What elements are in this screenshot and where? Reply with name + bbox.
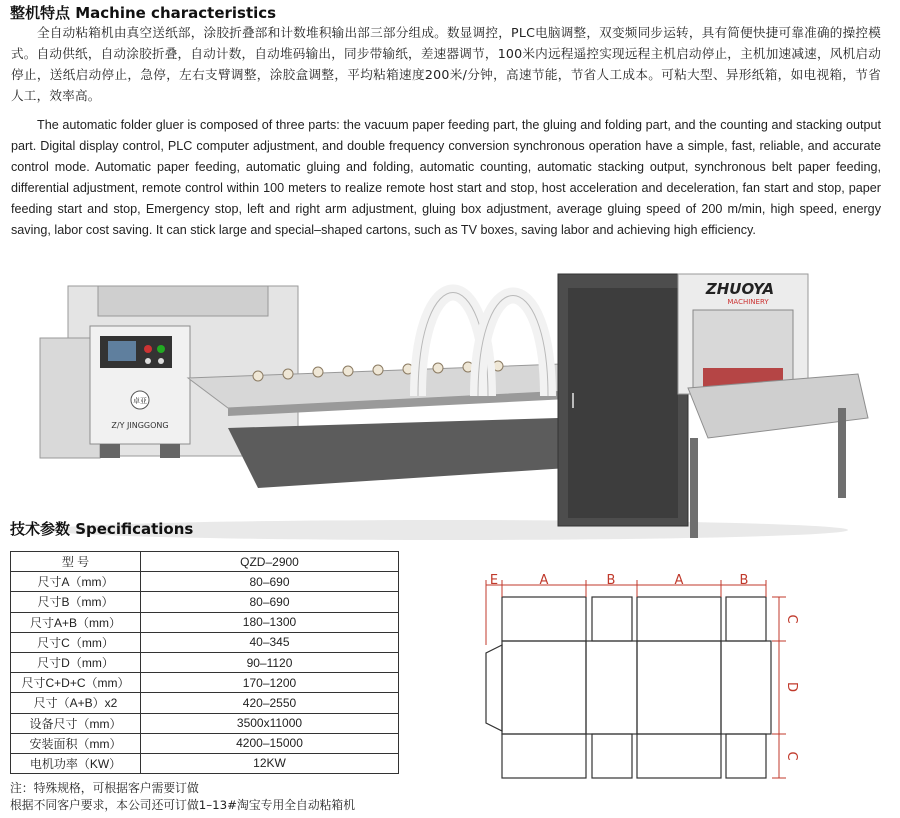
spec-key: 安装面积（mm） bbox=[11, 733, 141, 753]
spec-value: 12KW bbox=[141, 753, 399, 773]
spec-key: 尺寸C+D+C（mm） bbox=[11, 673, 141, 693]
table-row bbox=[11, 753, 399, 773]
section-title-characteristics: 整机特点 Machine characteristics bbox=[10, 4, 277, 22]
spec-key: 尺寸D（mm） bbox=[11, 652, 141, 672]
spec-value: 170–1200 bbox=[141, 673, 399, 693]
spec-key: 尺寸A（mm） bbox=[11, 572, 141, 592]
label-E: E bbox=[489, 573, 499, 588]
table-row bbox=[11, 673, 399, 693]
spec-key: 电机功率（KW） bbox=[11, 753, 141, 773]
spec-value: QZD–2900 bbox=[141, 552, 399, 572]
spec-value: 4200–15000 bbox=[141, 733, 399, 753]
intro-chinese-paragraph: 全自动粘箱机由真空送纸部，涂胶折叠部和计数堆积输出部三部分组成。数显调控，PLC电脑调整，双变频同步运转，具有简便快捷可靠准确的操控模式。自动供纸，自动涂胶折叠，自动计数，自动堆码输出，同步带输纸，差速器调节，100米内远程遥控实现远程主机启动停止，主机加速减速，风机启动停止，送纸启动停止，急停，左右支臂调整，涂胶盒调整，平均粘箱速度200米/分钟，高速节能，节省人工成本。可粘大型、异形纸箱，如电视箱，节省人工，效率高。 bbox=[11, 25, 881, 103]
section-title-specifications: 技术参数 Specifications bbox=[10, 520, 194, 538]
brand-logo: ZHUOYA bbox=[705, 280, 775, 298]
label-B2: B bbox=[739, 573, 749, 588]
table-row bbox=[11, 713, 399, 733]
spec-key: 型 号 bbox=[11, 552, 141, 572]
spec-note-models: 根据不同客户要求，本公司还可订做1–13#淘宝专用全自动粘箱机 bbox=[10, 798, 356, 812]
intro-english-paragraph: The automatic folder gluer is composed of three parts: the vacuum paper feeding part, the gluing and folding part, and the counting and stacking output part. Digital display control, PLC computer adjustment, and double frequency conversion synchronous operation have a simple, fast, reliable, and accurate control mode. Automatic paper feeding, automatic gluing and folding, automatic counting, automatic stacking output, synchronous belt paper feeding, differential adjustment, remote control within 100 meters to realize remote host start and stop, host acceleration and deceleration, fan start and stop, paper feeding start and stop, Emergency stop, left and right arm adjustment, gluing box adjustment, average gluing speed of 200 m/min, high speed, energy saving, labor cost saving. It can stick large and special–shaped cartons, such as TV boxes, saving labor and achieving high efficiency. bbox=[11, 118, 881, 237]
spec-key: 尺寸A+B（mm） bbox=[11, 612, 141, 632]
folder-gluer-machine-image bbox=[28, 268, 884, 548]
spec-value: 420–2550 bbox=[141, 693, 399, 713]
table-row bbox=[11, 572, 399, 592]
spec-value: 40–345 bbox=[141, 632, 399, 652]
table-row bbox=[11, 592, 399, 612]
label-C-bottom: C bbox=[784, 751, 799, 761]
label-C-top: C bbox=[784, 614, 799, 624]
spec-value: 3500x11000 bbox=[141, 713, 399, 733]
table-row bbox=[11, 612, 399, 632]
spec-value: 80–690 bbox=[141, 572, 399, 592]
table-row bbox=[11, 733, 399, 753]
label-B1: B bbox=[606, 573, 616, 588]
spec-value: 80–690 bbox=[141, 592, 399, 612]
table-row bbox=[11, 652, 399, 672]
spec-key: 尺寸B（mm） bbox=[11, 592, 141, 612]
spec-value: 180–1300 bbox=[141, 612, 399, 632]
table-row bbox=[11, 632, 399, 652]
panel-logo: 卓亚 bbox=[133, 397, 147, 405]
spec-key: 尺寸C（mm） bbox=[11, 632, 141, 652]
spec-value: 90–1120 bbox=[141, 652, 399, 672]
specifications-table bbox=[10, 551, 399, 774]
spec-key: 尺寸（A+B）x2 bbox=[11, 693, 141, 713]
carton-dimension-diagram bbox=[476, 573, 799, 791]
label-D: D bbox=[784, 681, 799, 693]
panel-label: Z/Y JINGGONG bbox=[111, 421, 169, 430]
table-row bbox=[11, 552, 399, 572]
spec-key: 设备尺寸（mm） bbox=[11, 713, 141, 733]
label-A2: A bbox=[674, 573, 684, 588]
spec-note-custom: 注：特殊规格，可根据客户需要订做 bbox=[10, 781, 199, 795]
table-row bbox=[11, 693, 399, 713]
brand-sub: MACHINERY bbox=[727, 298, 769, 306]
label-A1: A bbox=[539, 573, 549, 588]
